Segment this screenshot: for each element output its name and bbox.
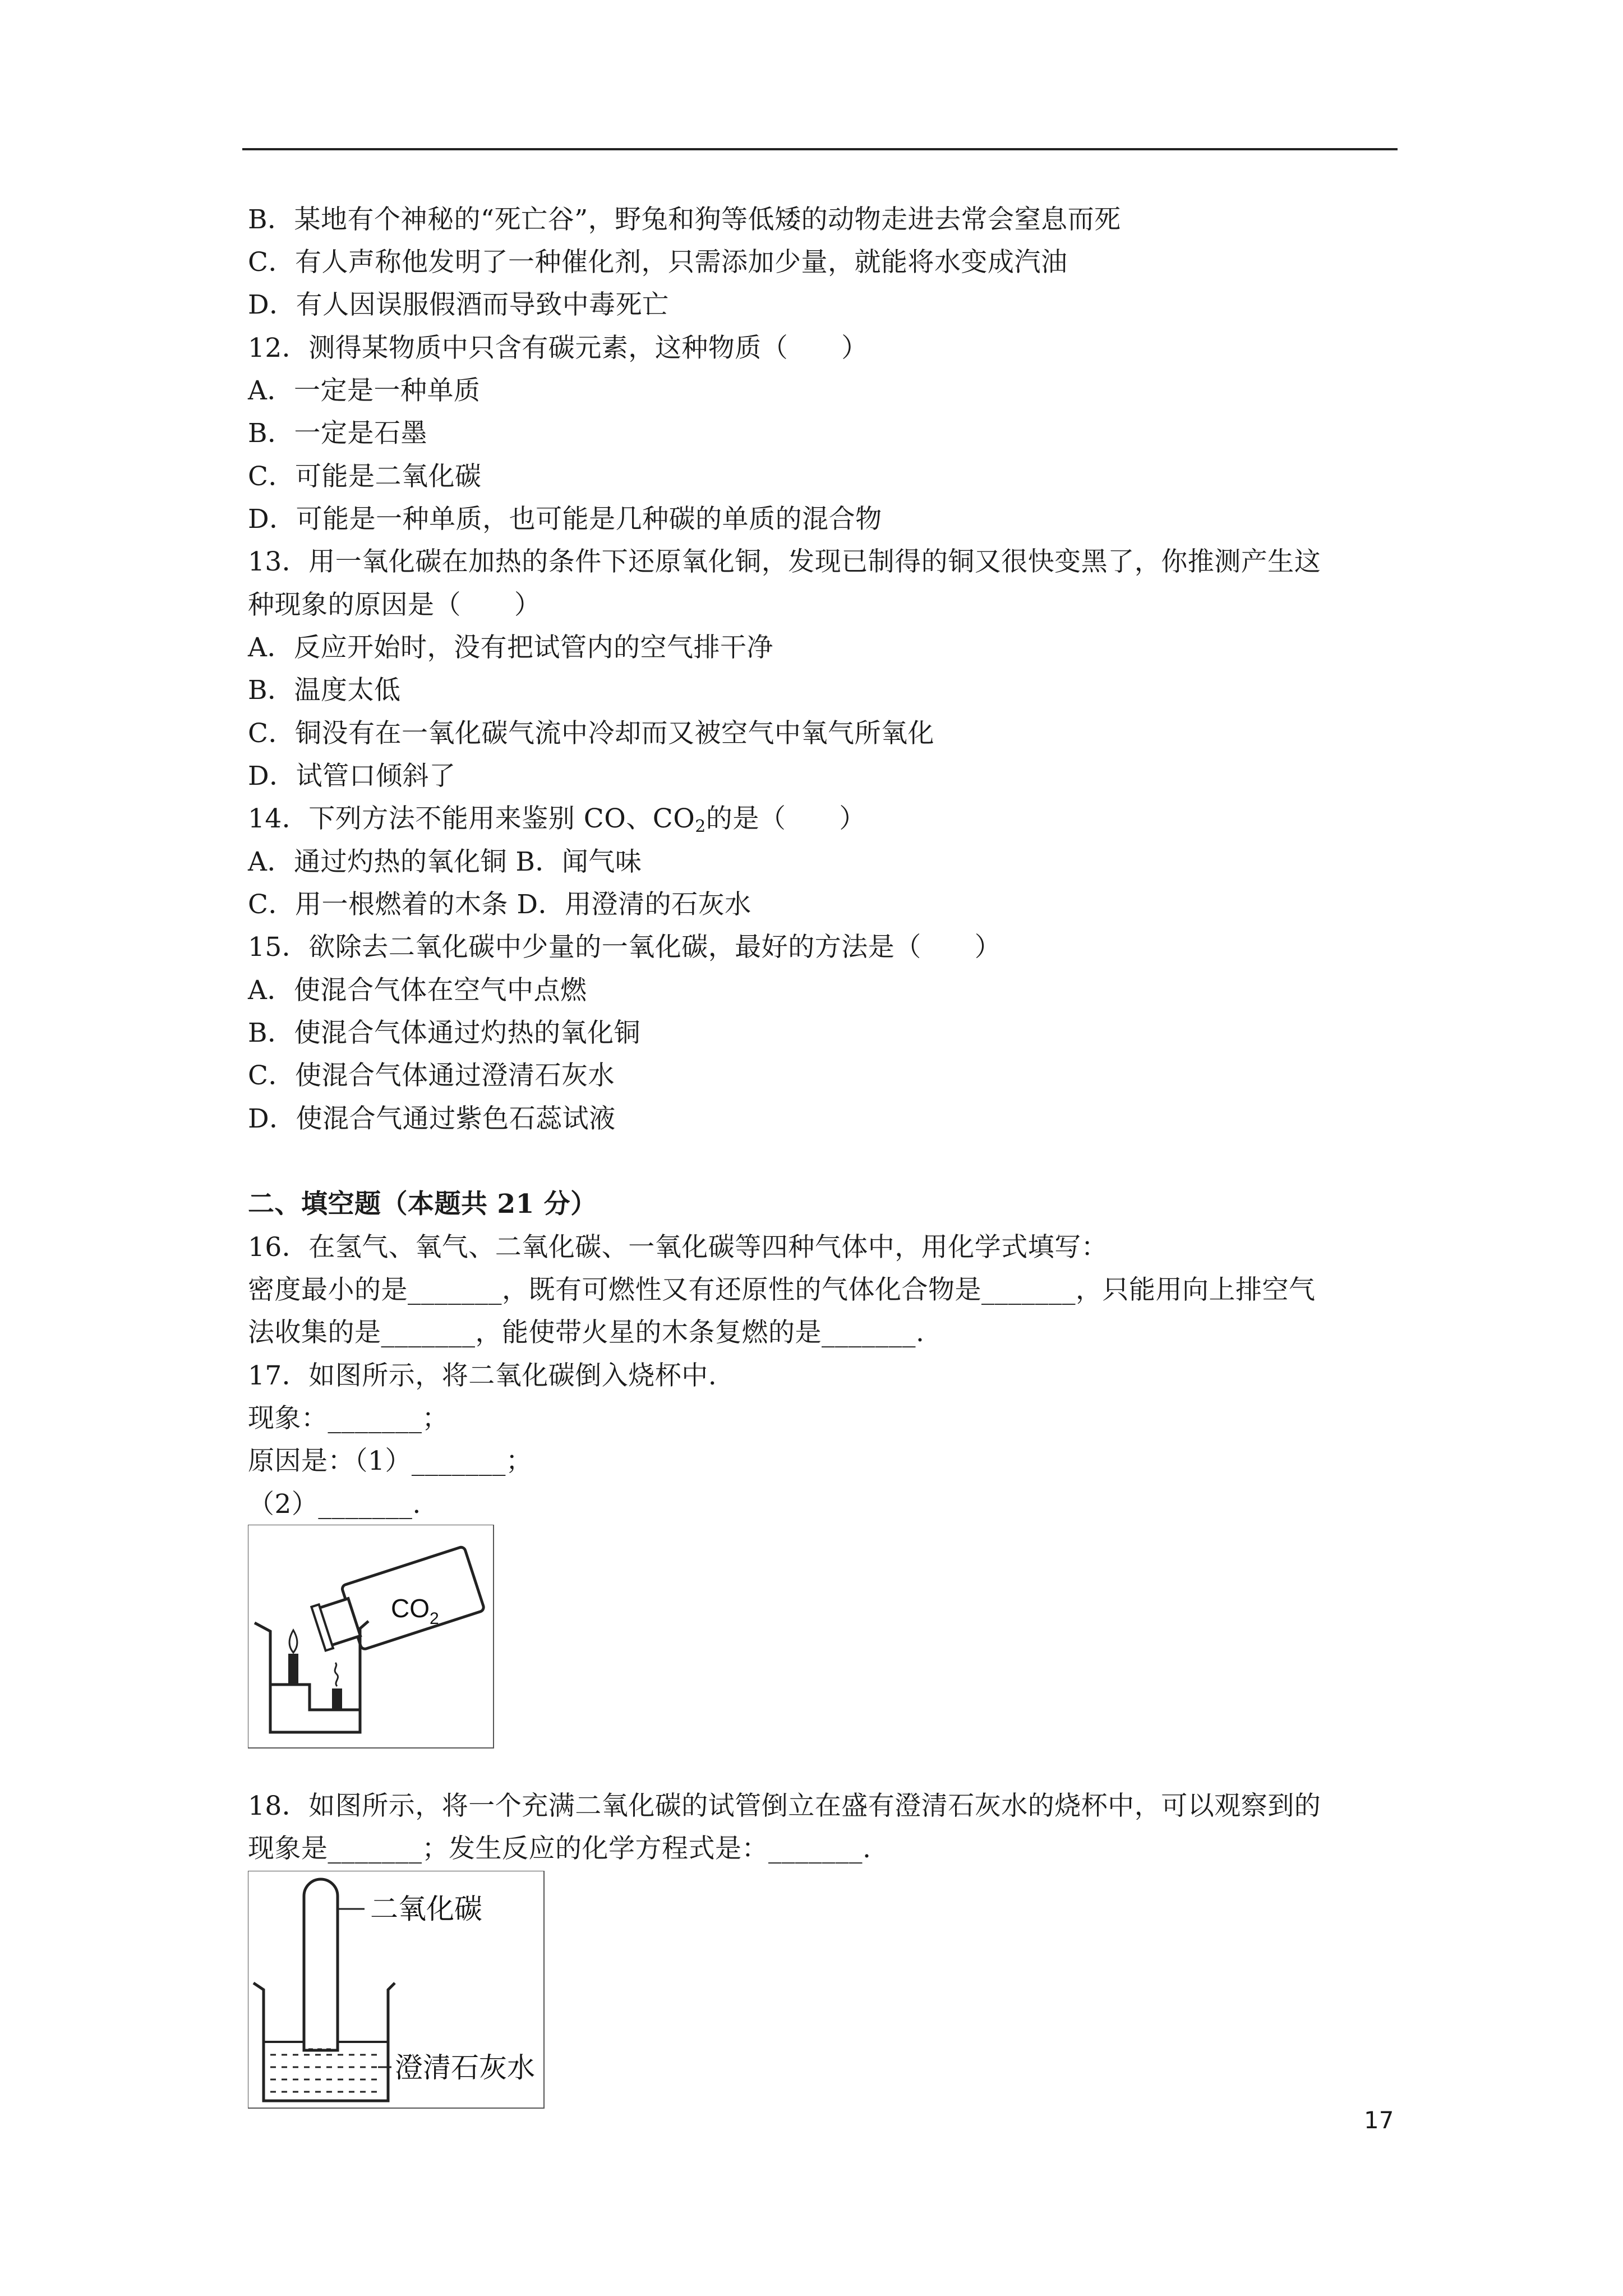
q16-blanks-line1: 密度最小的是_______，既有可燃性又有还原性的气体化合物是_______，只能用向上排空气 (248, 1274, 1316, 1305)
header-rule (242, 148, 1398, 150)
q17-phenomenon: 现象：_______； (248, 1403, 449, 1434)
q14-options-cd: C．用一根燃着的木条 D．用澄清的石灰水 (248, 889, 751, 920)
q15-option-b: B．使混合气体通过灼热的氧化铜 (248, 1018, 641, 1048)
q12-option-c: C．可能是二氧化碳 (248, 461, 482, 492)
q18-stem-line2: 现象是_______；发生反应的化学方程式是：_______. (248, 1833, 872, 1864)
q11-option-d: D．有人因误服假酒而导致中毒死亡 (248, 289, 669, 320)
short-candle (332, 1688, 342, 1710)
test-tube (304, 1879, 338, 2050)
q13-stem-line1: 13．用一氧化碳在加热的条件下还原氧化铜，发现已制得的铜又很快变黑了，你推测产生这 (248, 546, 1321, 577)
q15-option-c: C．使混合气体通过澄清石灰水 (248, 1060, 615, 1091)
q17-reason-2: （2）_______. (248, 1489, 421, 1520)
q12-stem: 12．测得某物质中只含有碳元素，这种物质（ ） (248, 333, 868, 364)
section-heading: 二、填空题（本题共 21 分） (248, 1189, 597, 1220)
figure-inverted-tube (248, 1871, 545, 2109)
q12-option-b: B．一定是石墨 (248, 418, 428, 449)
page-number: 17 (1364, 2106, 1394, 2134)
smoke-squiggle (335, 1663, 338, 1686)
liquid-label: 澄清石灰水 (395, 2051, 535, 2084)
q15-stem: 15．欲除去二氧化碳中少量的一氧化碳，最好的方法是（ ） (248, 932, 1002, 963)
step-platform (270, 1685, 360, 1710)
q17-stem: 17．如图所示，将二氧化碳倒入烧杯中. (248, 1360, 717, 1391)
tall-candle (288, 1654, 298, 1685)
q14-options-ab: A．通过灼热的氧化铜 B．闻气味 (248, 846, 642, 877)
q13-stem-line2: 种现象的原因是（ ） (248, 590, 541, 620)
q14-subscript: 2 (695, 817, 706, 836)
bottle-label: $CO_2$ (391, 1594, 439, 1628)
q16-stem: 16．在氢气、氧气、二氧化碳、一氧化碳等四种气体中，用化学式填写： (248, 1232, 1108, 1263)
q13-option-a: A．反应开始时，没有把试管内的空气排干净 (248, 632, 773, 663)
q14-stem-post: 的是（ ） (706, 803, 866, 834)
q11-option-b: B．某地有个神秘的“死亡谷”，野兔和狗等低矮的动物走进去常会窒息而死 (248, 204, 1121, 235)
limewater-liquid (270, 2055, 382, 2092)
q13-option-c: C．铜没有在一氧化碳气流中冷却而又被空气中氧气所氧化 (248, 718, 934, 749)
q14-stem (248, 802, 866, 836)
q15-option-a: A．使混合气体在空气中点燃 (248, 975, 587, 1006)
q18-stem-line1: 18．如图所示，将一个充满二氧化碳的试管倒立在盛有澄清石灰水的烧杯中，可以观察到的 (248, 1791, 1321, 1821)
q15-option-d: D．使混合气通过紫色石蕊试液 (248, 1103, 616, 1134)
q11-option-c: C．有人声称他发明了一种催化剂，只需添加少量，就能将水变成汽油 (248, 247, 1068, 278)
q12-option-d: D．可能是一种单质，也可能是几种碳的单质的混合物 (248, 504, 882, 535)
figure-co2-pour (248, 1525, 495, 1749)
q13-option-b: B．温度太低 (248, 675, 401, 706)
q13-option-d: D．试管口倾斜了 (248, 761, 456, 792)
q17-reason-1: 原因是：（1）_______； (248, 1446, 533, 1476)
q16-blanks-line2: 法收集的是_______，能使带火星的木条复燃的是_______. (248, 1317, 925, 1348)
tall-candle-flame (289, 1630, 297, 1653)
q14-stem-pre: 14．下列方法不能用来鉴别 CO、CO (248, 803, 695, 834)
q12-option-a: A．一定是一种单质 (248, 375, 481, 406)
tube-label: 二氧化碳 (370, 1893, 482, 1925)
